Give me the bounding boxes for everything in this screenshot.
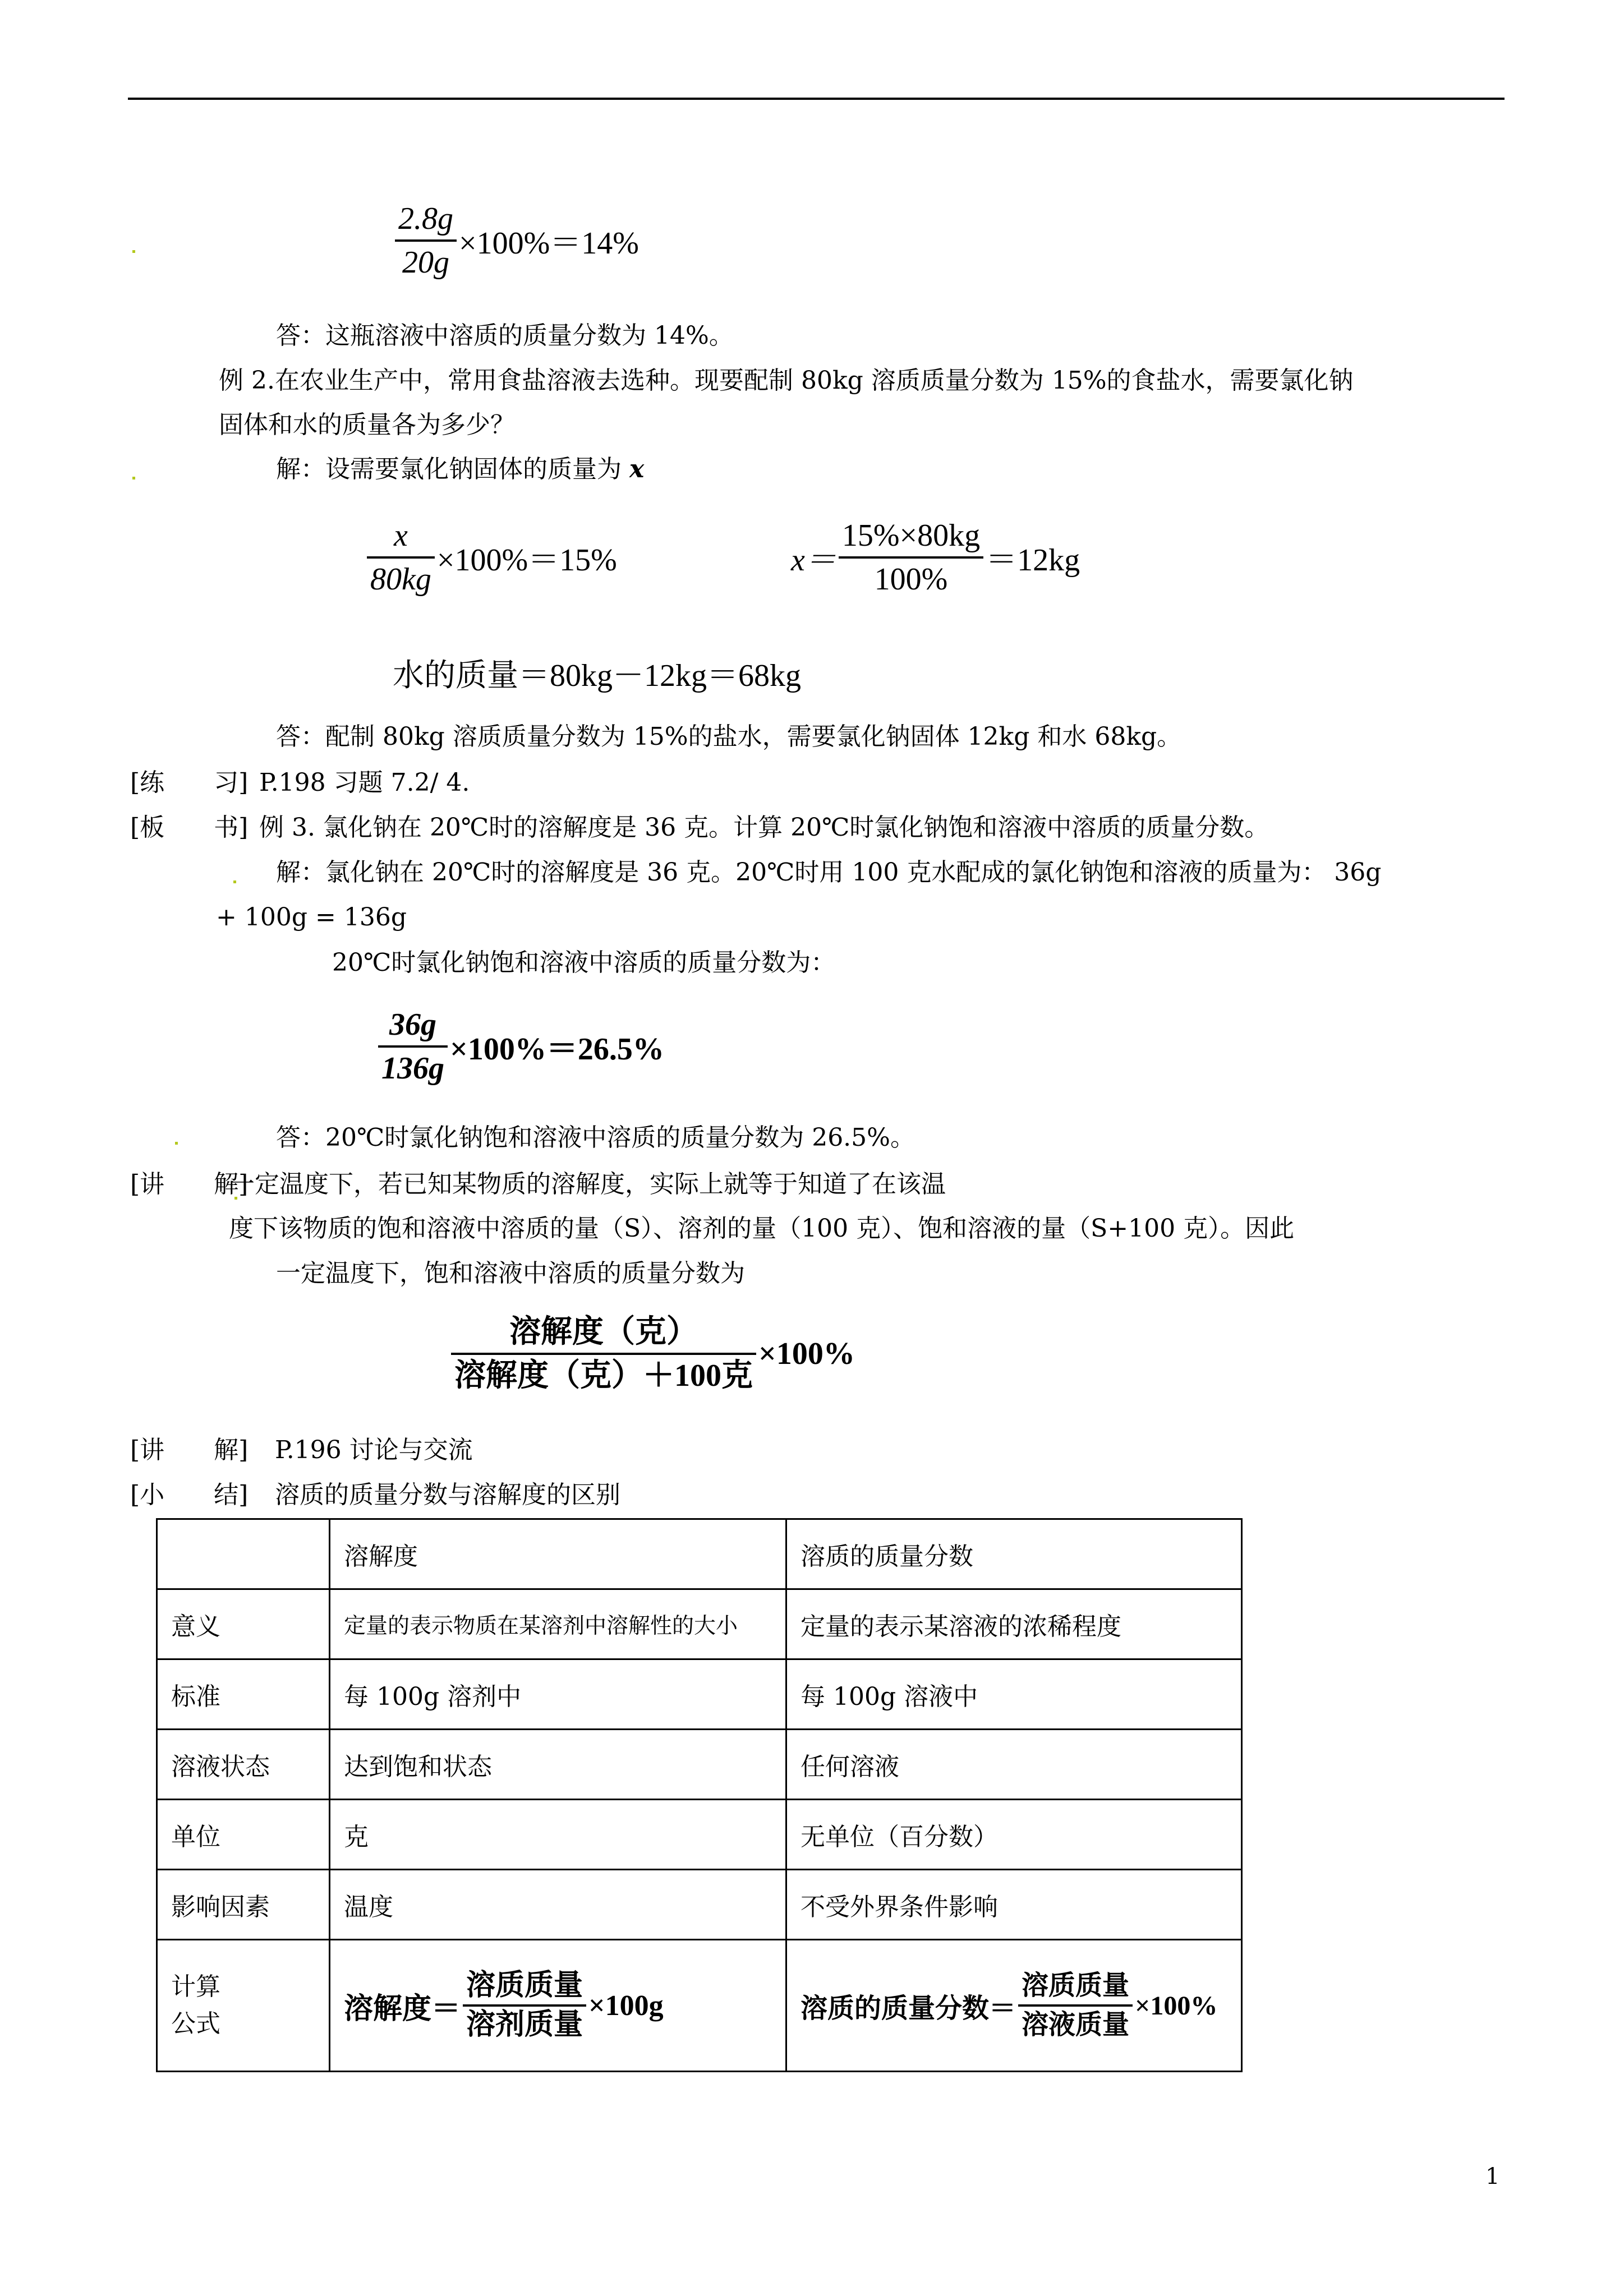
header-rule (128, 98, 1505, 100)
table-header-cell: 溶质的质量分数 (786, 1519, 1242, 1589)
example-2-line2: 固体和水的质量各为多少？ (219, 411, 515, 439)
table-cell: 克 (330, 1800, 786, 1870)
lecture-1-line2: 度下该物质的饱和溶液中溶质的量（S）、溶剂的量（100 克）、饱和溶液的量（S+100 克）。因此 (229, 1214, 1295, 1243)
f2-rest: ×100% (1135, 1990, 1218, 2021)
page-number: 1 (1485, 2164, 1500, 2189)
lecture-1-line1 (130, 1168, 946, 1201)
solution-3-line1: 解：氯化钠在 20℃时的溶解度是 36 克。20℃时用 100 克水配成的氯化钠饱和溶液的质量为： 36g (276, 858, 1382, 887)
eq4-result: ×100% (758, 1336, 855, 1371)
table-cell: 溶液状态 (157, 1730, 330, 1800)
table-cell: 温度 (330, 1870, 786, 1940)
eq2a-denominator: 80kg (370, 562, 431, 597)
solution-2-var: x (629, 455, 645, 483)
equation-3 (376, 1004, 664, 1089)
solution-3-line2: + 100g = 136g (216, 903, 407, 932)
lecture-2-tag: [讲 解] (130, 1436, 249, 1464)
answer-1: 答：这瓶溶液中溶质的质量分数为 14%。 (276, 321, 734, 350)
table-row (157, 1870, 1242, 1940)
table-row (157, 1800, 1242, 1870)
f1-rest: ×100g (588, 1989, 664, 2022)
eq3-result: ×100%＝26.5% (450, 1032, 664, 1067)
table-cell: 意义 (157, 1589, 330, 1659)
equation-4 (449, 1311, 855, 1396)
mass-fraction-formula-cell (786, 1940, 1242, 2072)
table-cell: 定量的表示物质在某溶剂中溶解性的大小 (330, 1589, 786, 1659)
eq3-denominator: 136g (381, 1051, 444, 1086)
equation-2b (791, 515, 1080, 600)
eq1-denominator: 20g (402, 245, 449, 280)
solubility-formula-cell (330, 1940, 786, 2072)
summary-tag: [小 结] (130, 1481, 249, 1509)
solution-2-text: 解：设需要氯化钠固体的质量为 (276, 455, 629, 483)
table-cell: 单位 (157, 1800, 330, 1870)
lecture-2-text: P.196 讨论与交流 (275, 1436, 473, 1464)
eq3-numerator: 36g (378, 1004, 448, 1048)
eq4-denominator: 溶解度（克）＋100克 (454, 1358, 753, 1393)
eq2b-lhs: x＝ (791, 543, 836, 578)
answer-3: 答：20℃时氯化钠饱和溶液中溶质的质量分数为 26.5%。 (276, 1123, 915, 1152)
f2-denominator: 溶液质量 (1022, 2010, 1130, 2040)
formula-label-line1: 计算 (171, 1972, 220, 2001)
f1-lhs: 溶解度＝ (344, 1993, 461, 2025)
mark-dot (175, 1142, 178, 1145)
table-cell: 每 100g 溶剂中 (330, 1659, 786, 1730)
eq2b-denominator: 100% (874, 562, 948, 597)
table-row (157, 1730, 1242, 1800)
board-line (130, 812, 1269, 844)
equation-1 (393, 198, 639, 283)
table-cell: 定量的表示某溶液的浓稀程度 (786, 1589, 1242, 1659)
practice-text: P.198 习题 7.2/ 4. (259, 768, 470, 797)
eq4-numerator: 溶解度（克） (451, 1311, 756, 1355)
practice-line (130, 767, 470, 799)
table-header-cell: 溶解度 (330, 1519, 786, 1589)
table-formula-row (157, 1940, 1242, 2072)
table-row (157, 1589, 1242, 1659)
table-cell: 不受外界条件影响 (786, 1870, 1242, 1940)
solution-3-line3: 20℃时氯化钠饱和溶液中溶质的质量分数为： (332, 948, 836, 977)
lecture-1-tag: [讲 解] (130, 1170, 249, 1198)
lecture-2-line (130, 1434, 473, 1467)
eq2b-numerator: 15%×80kg (839, 515, 983, 559)
table-header-row (157, 1519, 1242, 1589)
summary-line (130, 1479, 620, 1511)
table-cell: 达到饱和状态 (330, 1730, 786, 1800)
f1-denominator: 溶剂质量 (466, 2009, 583, 2041)
f1-numerator: 溶质质量 (463, 1967, 586, 2007)
table-header-cell (157, 1519, 330, 1589)
lecture-1-line3: 一定温度下，饱和溶液中溶质的质量分数为 (276, 1259, 745, 1288)
practice-tag: [练 习] (130, 768, 249, 797)
example-2-line1: 例 2.在农业生产中，常用食盐溶液去选种。现要配制 80kg 溶质质量分数为 15%的食盐水，需要氯化钠 (219, 366, 1354, 395)
table-cell: 任何溶液 (786, 1730, 1242, 1800)
eq2a-result: ×100%＝15% (436, 543, 617, 578)
board-tag: [板 书] (130, 813, 249, 842)
formula-label-line2: 公式 (171, 2009, 220, 2038)
eq2a-numerator: x (367, 515, 435, 559)
lecture-1-text: 一定温度下，若已知某物质的溶解度，实际上就等于知道了在该温 (230, 1170, 946, 1198)
comparison-table (156, 1518, 1243, 2072)
formula-label-cell (157, 1940, 330, 2072)
answer-2: 答：配制 80kg 溶质质量分数为 15%的盐水，需要氯化钠固体 12kg 和水 68kg。 (276, 722, 1182, 751)
eq1-numerator: 2.8g (395, 198, 457, 242)
eq2b-result: ＝12kg (986, 543, 1080, 578)
table-cell: 每 100g 溶液中 (786, 1659, 1242, 1730)
board-text: 例 3. 氯化钠在 20℃时的溶解度是 36 克。计算 20℃时氯化钠饱和溶液中溶质的质量分数。 (259, 813, 1269, 842)
equation-2c: 水的质量＝80kg－12kg＝68kg (393, 658, 801, 693)
f2-numerator: 溶质质量 (1018, 1967, 1133, 2007)
mark-dot (233, 880, 236, 883)
summary-text: 溶质的质量分数与溶解度的区别 (275, 1481, 620, 1509)
f2-lhs: 溶质的质量分数＝ (801, 1993, 1016, 2023)
table-row (157, 1659, 1242, 1730)
table-cell: 标准 (157, 1659, 330, 1730)
table-cell: 无单位（百分数） (786, 1800, 1242, 1870)
mark-dot (132, 477, 135, 480)
equation-2a (365, 515, 617, 600)
table-cell: 影响因素 (157, 1870, 330, 1940)
mark-dot (132, 250, 135, 253)
eq1-result: ×100%＝14% (459, 226, 639, 261)
solution-2 (276, 453, 644, 486)
